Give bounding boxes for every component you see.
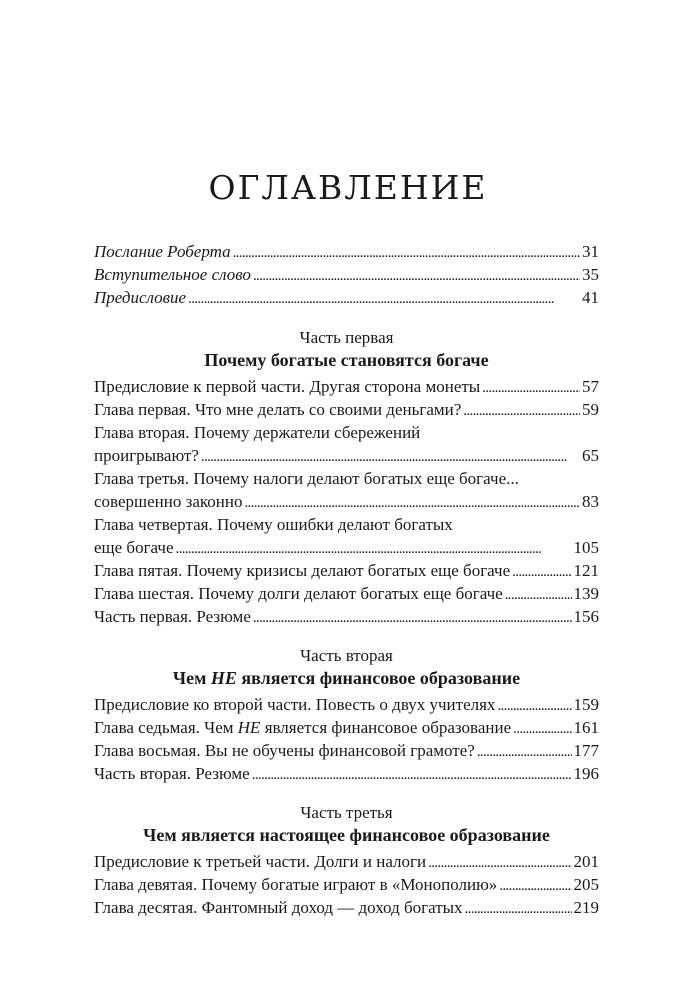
toc-page-number: 59 xyxy=(582,400,599,419)
toc-entry[interactable] xyxy=(94,513,599,559)
toc-entry-label: Послание Роберта xyxy=(94,242,231,261)
toc-entry-label: Глава седьмая. Чем НЕ является финансовое образование xyxy=(94,718,512,737)
dot-leader xyxy=(497,693,571,718)
toc-entry-label: Глава восьмая. Вы не обучены финансовой грамоте? xyxy=(94,741,475,760)
toc-page-number: 196 xyxy=(573,764,599,783)
part-title: Чем является настоящее финансовое образование xyxy=(143,825,550,845)
page-title: ОГЛАВЛЕНИЕ xyxy=(208,168,488,207)
part-three-entries xyxy=(94,850,599,919)
part-label: Часть вторая xyxy=(300,646,393,665)
toc-entry-label: Часть вторая. Резюме xyxy=(94,764,250,783)
toc-page-number: 31 xyxy=(582,242,599,261)
toc-page-number: 177 xyxy=(573,741,599,760)
toc-entry-label: совершенно законно xyxy=(94,492,243,511)
toc-entry-label: Глава первая. Что мне делать со своими деньгами? xyxy=(94,400,462,419)
dot-leader xyxy=(252,762,572,787)
toc-entry-label: Глава пятая. Почему кризисы делают богатых еще богаче xyxy=(94,561,511,580)
toc-entry[interactable] xyxy=(94,398,599,421)
toc-entry-label: Вступительное слово xyxy=(94,265,251,284)
toc-entry-first-line: Глава четвертая. Почему ошибки делают богатых xyxy=(94,515,453,534)
part-title: Почему богатые становятся богаче xyxy=(204,350,489,370)
toc-entry[interactable] xyxy=(94,850,599,873)
toc-page-number: 156 xyxy=(573,607,599,626)
toc-entry-label: Глава шестая. Почему долги делают богатых еще богаче xyxy=(94,584,503,603)
dot-leader xyxy=(253,263,580,288)
toc-entry-label: Глава десятая. Фантомный доход — доход богатых xyxy=(94,898,463,917)
toc-entry-label: Предисловие ко второй части. Повесть о двух учителях xyxy=(94,695,496,714)
toc-entry[interactable] xyxy=(94,605,599,628)
toc-page-number: 159 xyxy=(573,695,599,714)
toc-entry-label: Предисловие к первой части. Другая сторона монеты xyxy=(94,377,481,396)
part-label: Часть третья xyxy=(300,803,393,822)
toc-entry-label: еще богаче xyxy=(94,538,174,557)
part-two-heading xyxy=(94,644,599,690)
toc-page-number: 83 xyxy=(582,492,599,511)
part-three-heading xyxy=(94,801,599,847)
toc-page-number: 219 xyxy=(573,898,599,917)
dot-leader xyxy=(176,536,572,561)
part-title: Чем НЕ является финансовое образование xyxy=(172,668,521,688)
toc-entry[interactable] xyxy=(94,263,599,286)
toc-entry[interactable] xyxy=(94,762,599,785)
toc-entry[interactable] xyxy=(94,559,599,582)
part-one-heading xyxy=(94,326,599,372)
toc-entry[interactable] xyxy=(94,240,599,263)
dot-leader xyxy=(201,444,580,469)
toc-entry[interactable] xyxy=(94,375,599,398)
front-matter xyxy=(94,240,599,309)
toc-entry-label: Предисловие xyxy=(94,288,187,307)
toc-entry[interactable] xyxy=(94,582,599,605)
toc-entry[interactable] xyxy=(94,286,599,309)
dot-leader xyxy=(465,896,572,921)
dot-leader xyxy=(512,559,571,584)
dot-leader xyxy=(477,739,572,764)
dot-leader xyxy=(253,605,572,630)
toc-entry[interactable] xyxy=(94,716,599,739)
dot-leader xyxy=(428,850,571,875)
toc-entry-label: Глава девятая. Почему богатые играют в «Монополию» xyxy=(94,875,498,894)
toc-entry-first-line: Глава третья. Почему налоги делают богатых еще богаче... xyxy=(94,469,519,488)
dot-leader xyxy=(513,716,571,741)
table-of-contents xyxy=(94,240,599,919)
toc-page-number: 57 xyxy=(582,377,599,396)
toc-page-number: 121 xyxy=(573,561,599,580)
toc-entry-label: проигрывают? xyxy=(94,446,199,465)
dot-leader xyxy=(244,490,580,515)
toc-page-number: 35 xyxy=(582,265,599,284)
toc-entry[interactable] xyxy=(94,421,599,467)
toc-entry-label: Часть первая. Резюме xyxy=(94,607,251,626)
part-one-entries xyxy=(94,375,599,628)
toc-entry-first-line: Глава вторая. Почему держатели сбережений xyxy=(94,423,421,442)
part-label: Часть первая xyxy=(299,328,394,347)
toc-entry[interactable] xyxy=(94,873,599,896)
toc-page-number: 65 xyxy=(582,446,599,465)
toc-page-number: 205 xyxy=(573,875,599,894)
dot-leader xyxy=(499,873,571,898)
toc-page-number: 41 xyxy=(582,288,599,307)
toc-page-number: 201 xyxy=(573,852,599,871)
part-two-entries xyxy=(94,693,599,785)
toc-entry-label: Предисловие к третьей части. Долги и налоги xyxy=(94,852,427,871)
toc-page-number: 139 xyxy=(573,584,599,603)
dot-leader xyxy=(463,398,580,423)
toc-entry[interactable] xyxy=(94,739,599,762)
toc-entry[interactable] xyxy=(94,693,599,716)
dot-leader xyxy=(188,286,580,311)
toc-entry[interactable] xyxy=(94,896,599,919)
dot-leader xyxy=(505,582,572,607)
toc-page-number: 161 xyxy=(573,718,599,737)
dot-leader xyxy=(482,375,580,400)
toc-page-number: 105 xyxy=(573,538,599,557)
dot-leader xyxy=(233,240,580,265)
toc-entry[interactable] xyxy=(94,467,599,513)
